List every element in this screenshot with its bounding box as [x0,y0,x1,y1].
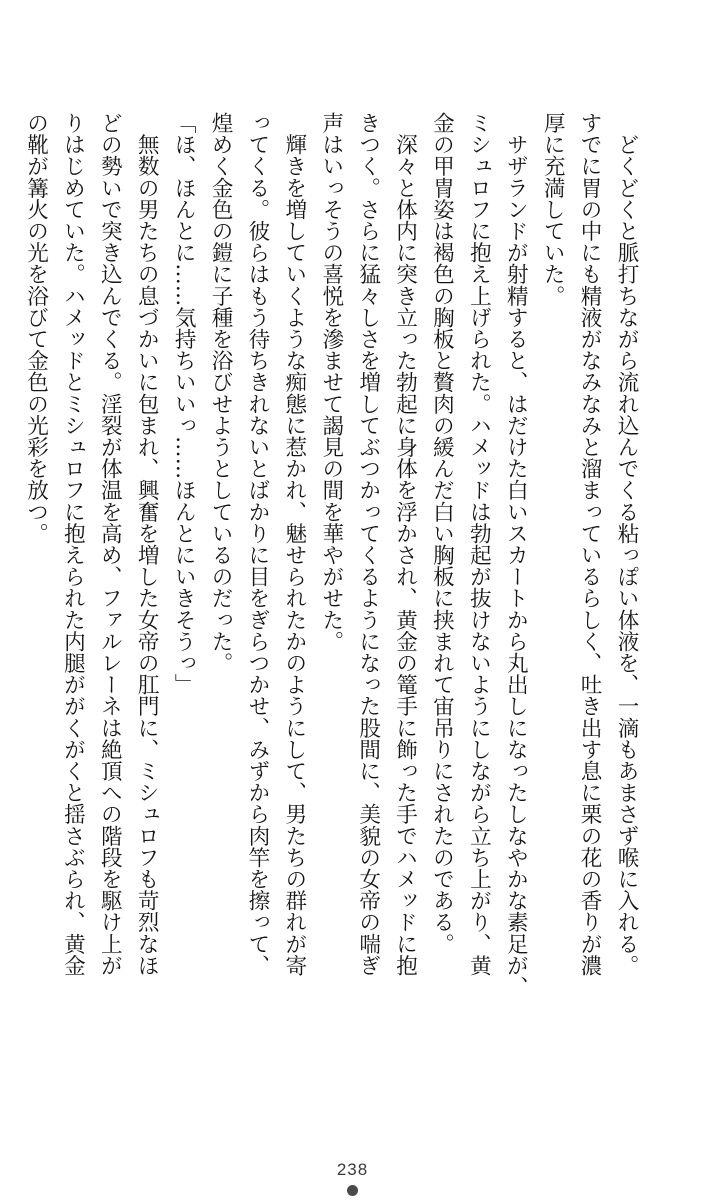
text-column: 金の甲冑姿は褐色の胸板と贅肉の緩んだ白い胸板に挟まれて宙吊りにされたのである。 [429,112,455,955]
text-column: 輝きを増していくような痴態に惹かれ、魅せられたかのようにして、男たちの群れが寄 [281,112,307,976]
text-column: どくどくと脈打ちながら流れ込んでくる粘っぽい体液を、一滴もあまさず喉に入れる。 [614,112,639,976]
dialogue-column: 「ほ、ほんとに……気持ちいいっ……ほんとにいきそうっ」 [171,112,197,696]
text-column: の靴が篝火の光を浴びて金色の光彩を放つ。 [23,112,49,544]
text-column: 声はいっそうの喜悦を滲ませて謁見の間を華やがせた。 [318,112,344,652]
vertical-text-body [17,112,644,998]
text-column: 深々と体内に突き立った勃起に身体を浮かされ、黄金の篭手に飾った手でハメッドに抱 [392,112,418,976]
text-column: 厚に充満していた。 [540,112,566,307]
text-column: きつく。さらに猛々しさを増してぶつかってくるようになった股間に、美貌の女帝の喘ぎ [355,112,381,976]
text-column: すでに胃の中にも精液がなみなみと溜まっているらしく、吐き出す息に栗の花の香りが濃 [577,112,603,976]
text-column: 無数の男たちの息づかいに包まれ、興奮を増した女帝の肛門に、ミシュロフも苛烈なほ [134,112,160,976]
text-column: りはじめていた。ハメッドとミシュロフに抱えられた内腿ががくがくと揺さぶられ、黄金 [60,112,86,976]
page-number: 238 [336,1160,369,1179]
text-column: サザランドが射精すると、はだけた白いスカートから丸出しになったしなやかな素足が、 [503,112,529,998]
page-marker-dot-icon [347,1185,358,1196]
text-column: どの勢いで突き込んでくる。淫裂が体温を高め、ファルレーネは絶頂への階段を駆け上が [97,112,123,976]
text-column: ミシュロフに抱え上げられた。ハメッドは勃起が抜けないようにしながら立ち上がり、黄 [466,112,492,976]
text-column: 煌めく金色の鎧に子種を浴びせようとしているのだった。 [208,112,234,674]
text-column: ってくる。彼らはもう待ちきれないとばかりに目をぎらつかせ、みずから肉竿を擦って、 [244,112,270,976]
